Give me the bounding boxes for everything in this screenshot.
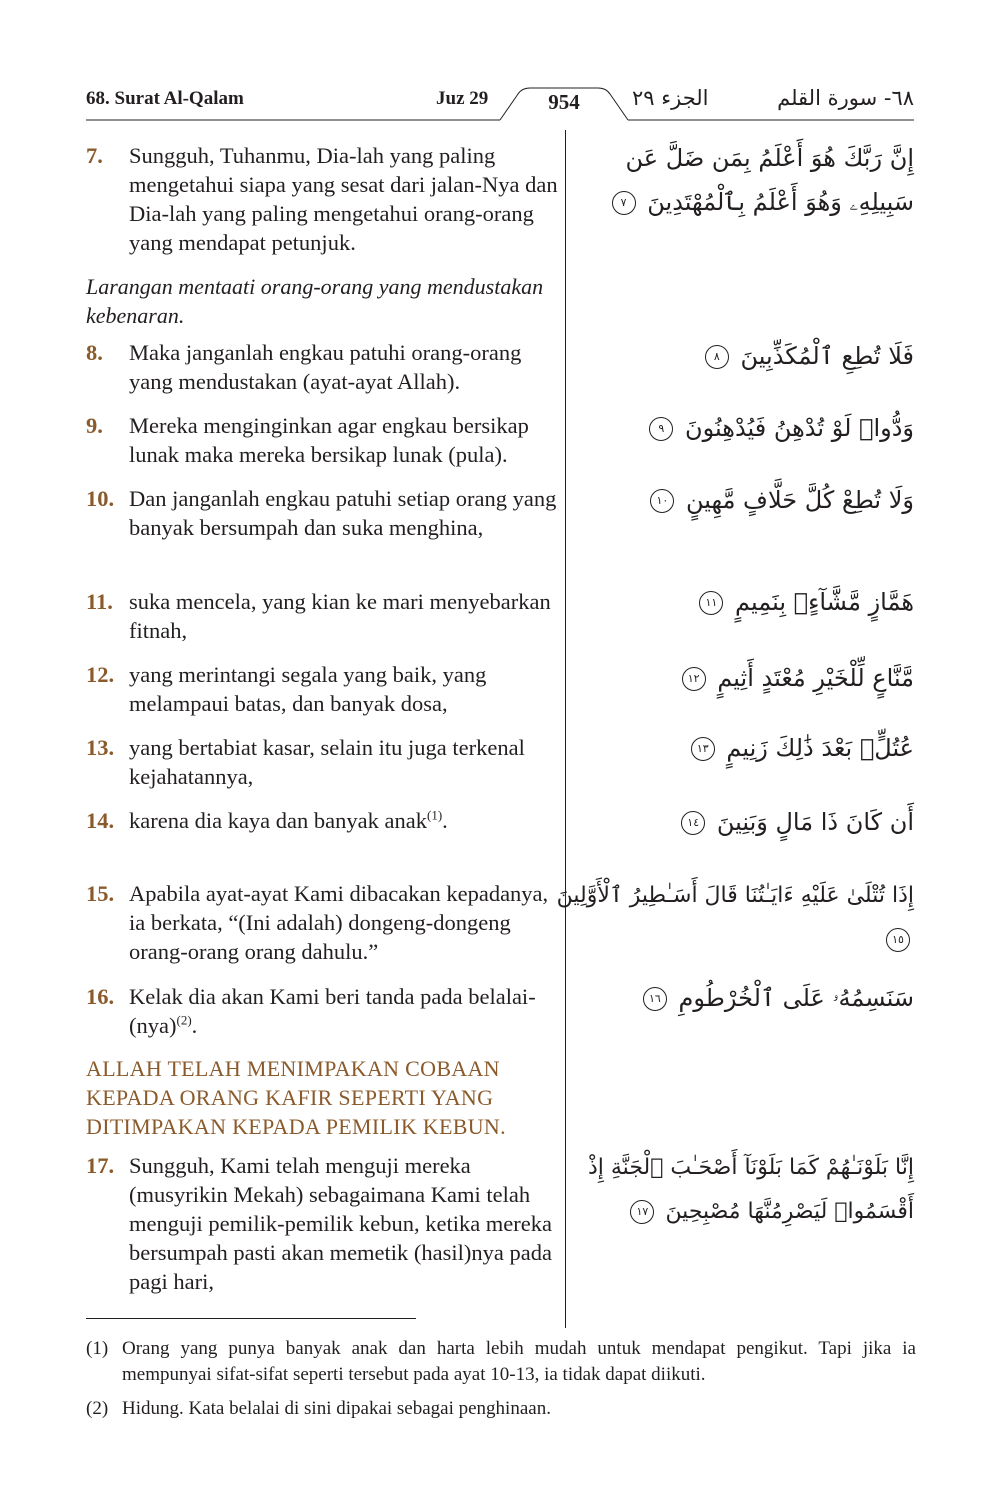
footnote-number: (1) [86,1338,109,1359]
verse-number: 14. [86,808,115,833]
arabic-text: وَلَا تُطِعْ كُلَّ حَلَّافٍ مَّهِينٍ [686,486,914,514]
verse-8 [86,338,560,396]
arabic-text: إِذَا تُتْلَىٰ عَلَيْهِ ءَايَـٰتُنَا قَالَ أَسَـٰطِيرُ ٱلْأَوَّلِينَ [556,883,914,908]
verse-number: 16. [86,984,115,1009]
verse-number: 7. [86,143,103,168]
verse-translation: suka mencela, yang kian ke mari menyebarkan fitnah, [129,589,551,643]
footnote-number: (2) [86,1398,109,1419]
verse-translation [129,806,560,835]
verse-number: 17. [86,1153,115,1178]
arabic-text: وَدُّوا۟ لَوْ تُدْهِنُ فَيُدْهِنُونَ [685,414,914,442]
arabic-text: إِنَّا بَلَوْنَـٰهُمْ كَمَا بَلَوْنَآ أَصْحَـٰبَ ٱلْجَنَّةِ إِذْ أَقْسَمُوا۟ لَيَصْرِمُنَّهَا مُصْبِحِينَ [587,1155,914,1224]
arabic-verse-14 [584,800,914,844]
footnote-2 [86,1396,916,1422]
ayah-number-icon: ٩ [649,417,673,441]
verse-number: 12. [86,662,115,687]
arabic-text: عُتُلٍّۭ بَعْدَ ذَٰلِكَ زَنِيمٍ [726,734,914,762]
ayah-number-icon: ١١ [699,591,723,615]
verse-translation: Sungguh, Tuhanmu, Dia-lah yang paling mengetahui siapa yang sesat dari jalan-Nya dan Dia-lah yang paling mengetahui orang-orang yang mendapat petunjuk. [129,143,558,255]
verse-14 [86,806,560,835]
verse-translation: Apabila ayat-ayat Kami dibacakan kepadanya, ia berkata, “(Ini adalah) dongeng-dongeng orang-orang orang dahulu.” [129,881,549,964]
verse-translation [129,982,560,1040]
footnote-text: Orang yang punya banyak anak dan harta lebih mudah untuk mendapat pengikut. Tapi jika ia mempunyai sifat-sifat seperti tersebut pada ayat 10-13, ia tidak dapat diikuti. [122,1338,916,1385]
page-number: 954 [548,90,580,114]
arabic-verse-7 [584,136,914,224]
verse-number: 10. [86,486,115,511]
arabic-verse-13 [584,726,914,770]
verse-translation: Mereka menginginkan agar engkau bersikap lunak maka mereka bersikap lunak (pula). [129,413,529,467]
verse-10 [86,484,560,542]
verse-9 [86,411,560,469]
verse-17 [86,1151,560,1296]
verse-translation: yang merintangi segala yang baik, yang melampaui batas, dan banyak dosa, [129,662,487,716]
verse-text: Kelak dia akan Kami beri tanda pada belalai-(nya) [129,984,536,1038]
arabic-text: مَّنَّاعٍ لِّلْخَيْرِ مُعْتَدٍ أَثِيمٍ [717,664,914,692]
intro-heading: Larangan mentaati orang-orang yang mendustakan kebenaran. [86,274,544,328]
verse-number: 9. [86,413,103,438]
ayah-number-icon: ٧ [612,191,636,215]
arabic-verse-9 [584,406,914,450]
verse-16 [86,982,560,1040]
arabic-verse-10 [584,478,914,522]
juz-label-arabic: الجزء ٢٩ [632,86,709,110]
arabic-text: سَنَسِمُهُۥ عَلَى ٱلْخُرْطُومِ [678,984,914,1012]
section-heading: ALLAH TELAH MENIMPAKAN COBAAN KEPADA ORANG KAFIR SEPERTI YANG DITIMPAKAN KEPADA PEMILIK KEBUN. [86,1056,506,1139]
verse-7 [86,141,560,257]
ayah-number-icon: ١٣ [691,737,715,761]
verse-number: 13. [86,735,115,760]
arabic-verse-8 [584,334,914,378]
ayah-number-icon: ٨ [705,345,729,369]
ayah-number-icon: ١٠ [650,489,674,513]
ayah-number-icon: ١٧ [630,1200,654,1224]
footnote-ref-1[interactable]: (1) [426,807,443,823]
footnote-separator [86,1318,416,1319]
verse-12 [86,660,560,718]
ayah-number-icon: ١٢ [682,667,706,691]
arabic-verse-11 [584,580,914,624]
verse-number: 8. [86,340,103,365]
verse-translation: Dan janganlah engkau patuhi setiap orang yang banyak bersumpah dan suka menghina, [129,486,557,540]
arabic-verse-17 [534,1146,914,1234]
arabic-verse-15 [534,874,914,962]
juz-label-latin: Juz 29 [436,88,489,109]
arabic-verse-16 [584,976,914,1020]
verse-translation: yang bertabiat kasar, selain itu juga terkenal kejahatannya, [129,735,525,789]
arabic-text: أَن كَانَ ذَا مَالٍ وَبَنِينَ [716,808,914,836]
ayah-number-icon: ١٥ [886,928,910,952]
arabic-text: هَمَّازٍ مَّشَّآءٍۭ بِنَمِيمٍ [735,588,914,616]
verse-translation: Sungguh, Kami telah menguji mereka (musyrikin Mekah) sebagaimana Kami telah menguji pemilik-pemilik kebun, ketika mereka bersumpah pasti akan memetik (hasil)nya pada pagi hari, [129,1153,553,1294]
arabic-text: إِنَّ رَبَّكَ هُوَ أَعْلَمُ بِمَن ضَلَّ عَن سَبِيلِهِۦ وَهُوَ أَعْلَمُ بِٱلْمُهْتَدِينَ [625,144,914,216]
verse-text-end: . [442,808,448,833]
verse-number: 11. [86,589,113,614]
ayah-number-icon: ١٦ [643,987,667,1011]
surah-title-arabic: ٦٨- سورة القلم [777,86,914,110]
verse-translation: Maka janganlah engkau patuhi orang-orang yang mendustakan (ayat-ayat Allah). [129,340,522,394]
ayah-number-icon: ١٤ [681,811,705,835]
footnote-text: Hidung. Kata belalai di sini dipakai sebagai penghinaan. [122,1398,551,1419]
arabic-text: فَلَا تُطِعِ ٱلْمُكَذِّبِينَ [740,342,914,370]
arabic-verse-12 [584,656,914,700]
footnote-1 [86,1336,916,1388]
verse-text: karena dia kaya dan banyak anak [129,808,427,833]
verse-11 [86,587,560,645]
verse-13 [86,733,560,791]
surah-title-latin: 68. Surat Al-Qalam [86,88,244,109]
page-header [86,84,914,124]
verse-15 [86,879,560,966]
footnote-ref-2[interactable]: (2) [176,1012,192,1028]
verse-number: 15. [86,881,115,906]
verse-text-end: . [191,1013,198,1038]
